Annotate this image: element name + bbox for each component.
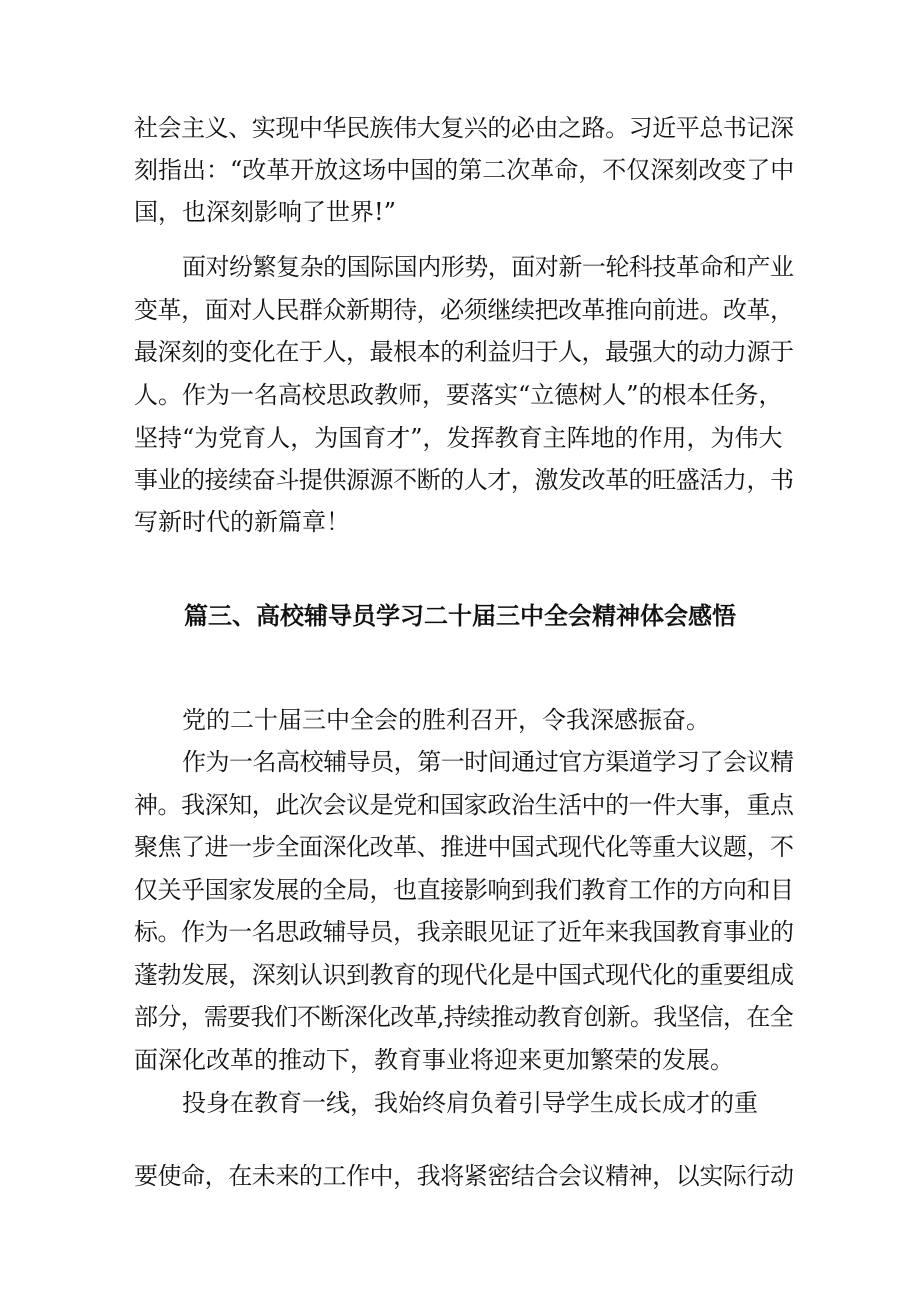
paragraph-4-line-5: 标。作为一名思政辅导员，我亲眼见证了近年来我国教育事业的: [134, 918, 794, 946]
paragraph-2-line-5: 坚持“为党育人，为国育才”，发挥教育主阵地的作用，为伟大: [134, 424, 783, 452]
paragraph-4-line-8: 面深化改革的推动下，教育事业将迎来更加繁荣的发展。: [134, 1046, 734, 1074]
paragraph-1-line-3: 国，也深刻影响了世界!”: [134, 198, 396, 226]
paragraph-2-line-6: 事业的接续奋斗提供源源不断的人才，激发改革的旺盛活力，书: [134, 466, 794, 494]
paragraph-5-line-2: 要使命，在未来的工作中，我将紧密结合会议精神，以实际行动: [134, 1162, 794, 1190]
paragraph-1-line-1: 社会主义、实现中华民族伟大复兴的必由之路。习近平总书记深: [134, 114, 794, 142]
paragraph-4-line-7: 部分，需要我们不断深化改革,持续推动教育创新。我坚信，在全: [134, 1003, 793, 1031]
paragraph-5-line-1: 投身在教育一线，我始终肩负着引导学生成长成才的重: [182, 1089, 758, 1117]
paragraph-2-line-1: 面对纷繁复杂的国际国内形势，面对新一轮科技革命和产业: [182, 253, 794, 281]
section-heading: 篇三、高校辅导员学习二十届三中全会精神体会感悟: [184, 601, 736, 630]
paragraph-2-line-2: 变革，面对人民群众新期待，必须继续把改革推向前进。改革，: [134, 296, 794, 324]
paragraph-4-line-3: 聚焦了进一步全面深化改革、推进中国式现代化等重大议题，不: [134, 833, 794, 861]
paragraph-1-line-2: 刻指出：“改革开放这场中国的第二次革命，不仅深刻改变了中: [134, 156, 795, 184]
paragraph-2-line-3: 最深刻的变化在于人，最根本的利益归于人，最强大的动力源于: [134, 338, 794, 366]
paragraph-4-line-1: 作为一名高校辅导员，第一时间通过官方渠道学习了会议精: [182, 748, 794, 776]
paragraph-4-line-4: 仅关乎国家发展的全局，也直接影响到我们教育工作的方向和目: [134, 876, 794, 904]
paragraph-3-line-1: 党的二十届三中全会的胜利召开，令我深感振奋。: [182, 706, 710, 734]
paragraph-2-line-4: 人。作为一名高校思政教师，要落实“立德树人”的根本任务，: [134, 381, 783, 409]
paragraph-4-line-2: 神。我深知，此次会议是党和国家政治生活中的一件大事，重点: [134, 791, 794, 819]
paragraph-4-line-6: 蓬勃发展，深刻认识到教育的现代化是中国式现代化的重要组成: [134, 961, 794, 989]
paragraph-2-line-7: 写新时代的新篇章！: [134, 508, 350, 536]
